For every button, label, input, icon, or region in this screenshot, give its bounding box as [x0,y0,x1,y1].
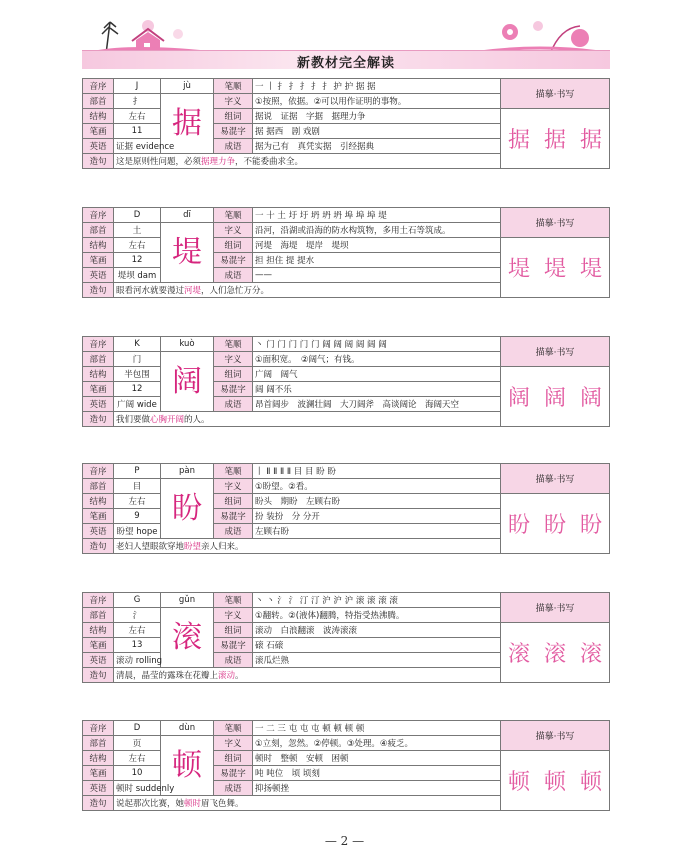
bushou-value: 目 [114,479,161,494]
main-character: 阔 [161,352,214,412]
label-bihua: 笔画 [83,766,114,781]
main-character: 顿 [161,736,214,796]
yinxu-value: D [114,208,161,223]
english-value: 堤坝 dam [114,268,161,283]
practice-grid [501,238,610,298]
zaoju-post: 眉飞色舞。 [201,799,244,809]
label-zaoju: 造句 [83,668,114,683]
label-ziyi: 字义 [214,223,253,238]
zaoju-pre: 这是原则性问题，必须 [116,157,202,167]
character-table [82,207,610,298]
practice-header: 描摹·书写 [501,464,610,494]
zuci-value: 盼头 期盼 左顾右盼 [253,494,501,509]
chengyu-value: 左顾右盼 [253,524,501,539]
yinxu-value: J [114,79,161,94]
english-value: 顿时 suddenly [114,781,161,796]
bishun-value: 一 二 三 屯 屯 屯 顿 顿 顿 顿 [253,721,501,736]
character-table [82,592,610,683]
bishun-value: 一 丨 扌 扌 扌 扌 扌 护 护 据 据 [253,79,501,94]
ziyi-value: ①面积宽。 ②阔气；有钱。 [253,352,501,367]
label-bishun: 笔顺 [214,464,253,479]
label-chengyu: 成语 [214,139,253,154]
ziyi-value: 沿河，沿湖或沿海的防水构筑物，多用土石等筑成。 [253,223,501,238]
bushou-value: 土 [114,223,161,238]
flower-decoration-icon [480,18,600,54]
chengyu-value: 据为己有 真凭实据 引经据典 [253,139,501,154]
bihua-value: 9 [114,509,161,524]
label-yicuozi: 易混字 [214,382,253,397]
practice-header: 描摹·书写 [501,593,610,623]
bihua-value: 13 [114,638,161,653]
bushou-value: 扌 [114,94,161,109]
label-bishun: 笔顺 [214,721,253,736]
label-chengyu: 成语 [214,268,253,283]
label-yicuozi: 易混字 [214,509,253,524]
label-zaoju: 造句 [83,283,114,298]
label-yinxu: 音序 [83,79,114,94]
practice-char: 堤 [579,257,602,282]
bihua-value: 12 [114,253,161,268]
zaoju-post: 的人。 [184,415,210,425]
label-zaoju: 造句 [83,412,114,427]
jiegou-value: 左右 [114,238,161,253]
jiegou-value: 半包围 [114,367,161,382]
label-jiegou: 结构 [83,367,114,382]
practice-header: 描摹·书写 [501,208,610,238]
label-bushou: 部首 [83,223,114,238]
jiegou-value: 左右 [114,751,161,766]
label-chengyu: 成语 [214,781,253,796]
zaoju-pre: 眼看河水就要漫过 [116,286,185,296]
yicuozi-value: 担 担住 提 提水 [253,253,501,268]
label-yinxu: 音序 [83,208,114,223]
character-card [82,592,610,683]
character-card [82,463,610,554]
label-yicuozi: 易混字 [214,124,253,139]
label-bihua: 笔画 [83,638,114,653]
character-card [82,207,610,298]
character-table [82,78,610,169]
practice-grid [501,109,610,169]
label-bishun: 笔顺 [214,337,253,352]
bishun-value: 丨 Ⅱ Ⅱ Ⅱ Ⅱ 目 目 盼 盼 [253,464,501,479]
label-jiegou: 结构 [83,109,114,124]
zaoju-pre: 说起那次比赛，她 [116,799,185,809]
main-character: 滚 [161,608,214,668]
bishun-value: 丶 丶 氵 氵 汀 汀 沪 沪 沪 滚 滚 滚 滚 [253,593,501,608]
label-bihua: 笔画 [83,509,114,524]
practice-grid [501,623,610,683]
label-zuci: 组词 [214,238,253,253]
label-bihua: 笔画 [83,124,114,139]
pinyin-value: dùn [161,721,214,736]
main-character: 堤 [161,223,214,283]
label-bishun: 笔顺 [214,208,253,223]
zuci-value: 广阔 阔气 [253,367,501,382]
zaoju-highlight: 河堤 [184,286,202,296]
character-card [82,336,610,427]
zuci-value: 滚动 白浪翻滚 波涛滚滚 [253,623,501,638]
page-number: — 2 — [324,834,365,848]
label-zuci: 组词 [214,109,253,124]
practice-char: 盼 [507,513,530,538]
practice-char: 盼 [579,513,602,538]
label-yingyu: 英语 [83,524,114,539]
chengyu-value: 昂首阔步 波澜壮阔 大刀阔斧 高谈阔论 海阔天空 [253,397,501,412]
pinyin-value: jù [161,79,214,94]
bihua-value: 11 [114,124,161,139]
ziyi-value: ①翻转。②(液体)翻腾，特指受热沸腾。 [253,608,501,623]
label-jiegou: 结构 [83,494,114,509]
practice-char: 据 [543,128,566,153]
bushou-value: 页 [114,736,161,751]
practice-char: 滚 [543,642,566,667]
label-bushou: 部首 [83,352,114,367]
label-zuci: 组词 [214,494,253,509]
label-ziyi: 字义 [214,94,253,109]
label-zaoju: 造句 [83,154,114,169]
label-jiegou: 结构 [83,751,114,766]
label-bishun: 笔顺 [214,593,253,608]
english-value: 证据 evidence [114,139,161,154]
practice-grid [501,367,610,427]
bushou-value: 门 [114,352,161,367]
pinyin-value: dī [161,208,214,223]
ziyi-value: ①立刻，忽然。②停顿。③处理。④疲乏。 [253,736,501,751]
pinyin-value: gǔn [161,593,214,608]
practice-char: 阔 [543,386,566,411]
jiegou-value: 左右 [114,494,161,509]
zuci-value: 顿时 整顿 安顿 困顿 [253,751,501,766]
label-bihua: 笔画 [83,253,114,268]
label-ziyi: 字义 [214,736,253,751]
label-jiegou: 结构 [83,623,114,638]
label-bishun: 笔顺 [214,79,253,94]
zaoju-post: 。 [235,671,244,681]
main-character: 盼 [161,479,214,539]
bishun-value: 一 十 土 圩 圩 坍 坍 坍 埠 埠 埠 堤 [253,208,501,223]
character-table [82,463,610,554]
zaoju-post: ，人们急忙万分。 [201,286,270,296]
label-jiegou: 结构 [83,238,114,253]
zaoju-highlight: 据理力争 [201,157,236,167]
label-yingyu: 英语 [83,268,114,283]
label-ziyi: 字义 [214,479,253,494]
zaoju-post: 亲人归来。 [201,542,244,552]
practice-grid [501,751,610,811]
label-zuci: 组词 [214,751,253,766]
label-bushou: 部首 [83,736,114,751]
zaoju-pre: 我们要做 [116,415,151,425]
jiegou-value: 左右 [114,623,161,638]
zuci-value: 河堤 海堤 堤岸 堤坝 [253,238,501,253]
yicuozi-value: 吨 吨位 顷 顷刻 [253,766,501,781]
character-table [82,720,610,811]
english-value: 盼望 hope [114,524,161,539]
bishun-value: 丶 门 门 门 门 门 阔 阔 阔 阔 阔 阔 [253,337,501,352]
main-character: 据 [161,94,214,154]
pinyin-value: kuò [161,337,214,352]
practice-char: 阔 [579,386,602,411]
label-chengyu: 成语 [214,653,253,668]
bihua-value: 10 [114,766,161,781]
practice-char: 据 [579,128,602,153]
label-zaoju: 造句 [83,796,114,811]
pinyin-value: pàn [161,464,214,479]
label-zuci: 组词 [214,623,253,638]
practice-char: 滚 [579,642,602,667]
yinxu-value: G [114,593,161,608]
practice-grid [501,494,610,554]
label-ziyi: 字义 [214,608,253,623]
english-value: 滚动 rolling [114,653,161,668]
character-card [82,720,610,811]
zaoju-pre: 老妇人望眼欲穿地 [116,542,185,552]
label-ziyi: 字义 [214,352,253,367]
yinxu-value: D [114,721,161,736]
character-card [82,78,610,169]
label-chengyu: 成语 [214,524,253,539]
label-yingyu: 英语 [83,139,114,154]
label-yicuozi: 易混字 [214,638,253,653]
zaoju-highlight: 心胸开阔 [150,415,185,425]
label-bushou: 部首 [83,608,114,623]
label-zaoju: 造句 [83,539,114,554]
practice-char: 堤 [507,257,530,282]
zaoju-post: ，不能委曲求全。 [235,157,304,167]
zaoju-pre: 清晨，晶莹的露珠在花瓣上 [116,671,219,681]
yicuozi-value: 扮 装扮 分 分开 [253,509,501,524]
practice-char: 滚 [507,642,530,667]
practice-char: 顿 [507,770,530,795]
practice-header: 描摹·书写 [501,721,610,751]
practice-char: 据 [507,128,530,153]
label-bushou: 部首 [83,479,114,494]
ziyi-value: ①盼望。②看。 [253,479,501,494]
bushou-value: 氵 [114,608,161,623]
label-yingyu: 英语 [83,397,114,412]
house-tree-decoration-icon [86,14,206,54]
chengyu-value: —— [253,268,501,283]
bihua-value: 12 [114,382,161,397]
label-yingyu: 英语 [83,653,114,668]
zuci-value: 据说 证据 字据 据理力争 [253,109,501,124]
label-yicuozi: 易混字 [214,253,253,268]
chengyu-value: 滚瓜烂熟 [253,653,501,668]
label-yicuozi: 易混字 [214,766,253,781]
label-yingyu: 英语 [83,781,114,796]
label-chengyu: 成语 [214,397,253,412]
page-title: 新教材完全解读 [296,56,395,71]
zaoju-highlight: 滚动 [218,671,236,681]
label-yinxu: 音序 [83,593,114,608]
practice-char: 堤 [543,257,566,282]
yicuozi-value: 阔 阔不乐 [253,382,501,397]
yinxu-value: P [114,464,161,479]
jiegou-value: 左右 [114,109,161,124]
practice-char: 阔 [507,386,530,411]
yicuozi-value: 磙 石磙 [253,638,501,653]
practice-header: 描摹·书写 [501,79,610,109]
page-header [82,14,610,70]
label-yinxu: 音序 [83,464,114,479]
label-bihua: 笔画 [83,382,114,397]
practice-char: 顿 [579,770,602,795]
label-zuci: 组词 [214,367,253,382]
practice-header: 描摹·书写 [501,337,610,367]
label-yinxu: 音序 [83,721,114,736]
english-value: 广阔 wide [114,397,161,412]
label-yinxu: 音序 [83,337,114,352]
practice-char: 顿 [543,770,566,795]
zaoju-highlight: 顿时 [184,799,202,809]
practice-char: 盼 [543,513,566,538]
zaoju-highlight: 盼望 [184,542,202,552]
yinxu-value: K [114,337,161,352]
label-bushou: 部首 [83,94,114,109]
chengyu-value: 抑扬顿挫 [253,781,501,796]
ziyi-value: ①按照，依据。②可以用作证明的事物。 [253,94,501,109]
character-table [82,336,610,427]
yicuozi-value: 据 据西 剧 戏剧 [253,124,501,139]
